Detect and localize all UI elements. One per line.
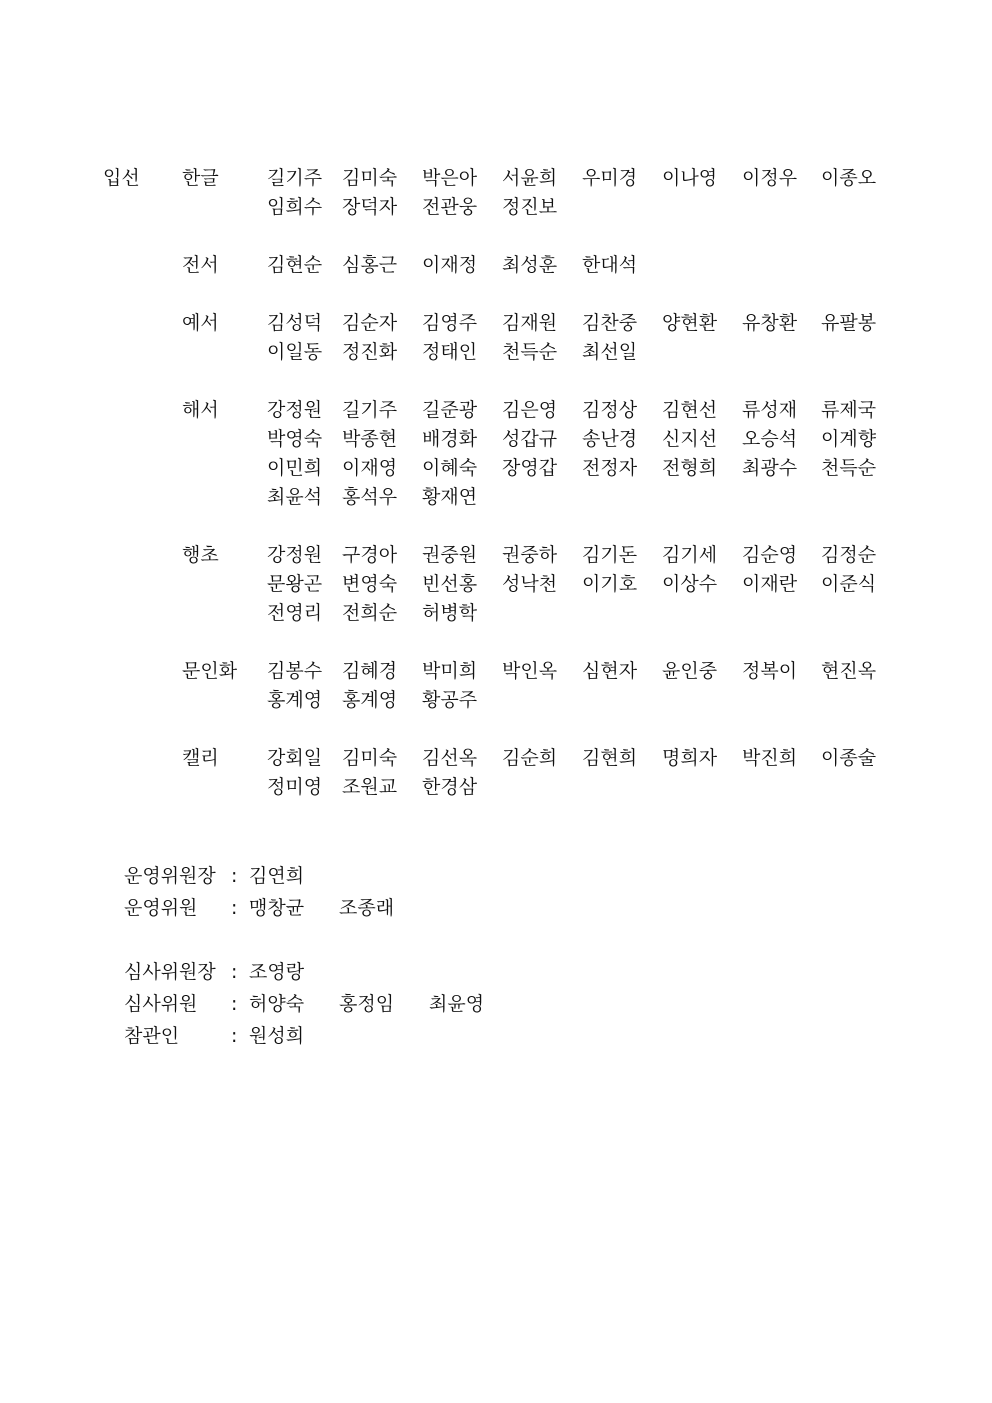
winner-name: 조원교: [342, 776, 398, 798]
winner-name: 강회일: [267, 747, 323, 769]
winner-name: 황재연: [422, 486, 478, 508]
staff-colon: :: [231, 897, 238, 919]
winner-name: 김현순: [267, 254, 323, 276]
winner-name: 김영주: [422, 312, 478, 334]
winner-name: 정미영: [267, 776, 323, 798]
winner-name: 박인옥: [502, 660, 558, 682]
winner-name: 신지선: [662, 428, 718, 450]
winner-name: 김성덕: [267, 312, 323, 334]
winner-name: 한경삼: [422, 776, 478, 798]
winner-name: 윤인중: [662, 660, 718, 682]
winner-name: 전관웅: [422, 196, 478, 218]
winner-name: 황공주: [422, 689, 478, 711]
winner-name: 심홍근: [342, 254, 398, 276]
winner-name: 전정자: [582, 457, 638, 479]
winner-name: 이혜숙: [422, 457, 478, 479]
staff-name: 김연희: [249, 865, 305, 887]
winner-name: 정진보: [502, 196, 558, 218]
category-label: 캘리: [182, 747, 219, 769]
winner-name: 박진희: [742, 747, 798, 769]
winner-name: 우미경: [582, 167, 638, 189]
winner-name: 김선옥: [422, 747, 478, 769]
category-label: 해서: [182, 399, 219, 421]
winner-name: 김혜경: [342, 660, 398, 682]
winner-name: 명희자: [662, 747, 718, 769]
winner-name: 김은영: [502, 399, 558, 421]
winner-name: 빈선홍: [422, 573, 478, 595]
winner-name: 박미희: [422, 660, 478, 682]
winner-name: 권중원: [422, 544, 478, 566]
category-label: 문인화: [182, 660, 238, 682]
winner-name: 배경화: [422, 428, 478, 450]
winner-name: 이민희: [267, 457, 323, 479]
winner-name: 이재정: [422, 254, 478, 276]
staff-role: 운영위원: [124, 897, 198, 919]
winner-name: 이상수: [662, 573, 718, 595]
category-label: 전서: [182, 254, 219, 276]
winner-name: 유창환: [742, 312, 798, 334]
winner-name: 김현희: [582, 747, 638, 769]
staff-name: 조영랑: [249, 961, 305, 983]
winner-name: 이나영: [662, 167, 718, 189]
winner-name: 이기호: [582, 573, 638, 595]
winner-name: 장덕자: [342, 196, 398, 218]
winner-name: 김미숙: [342, 747, 398, 769]
staff-name: 원성희: [249, 1025, 305, 1047]
winner-name: 정복이: [742, 660, 798, 682]
winner-name: 길기주: [342, 399, 398, 421]
staff-colon: :: [231, 1025, 238, 1047]
winner-name: 최광수: [742, 457, 798, 479]
staff-role: 심사위원: [124, 993, 198, 1015]
winner-name: 이계향: [821, 428, 877, 450]
winner-name: 오승석: [742, 428, 798, 450]
staff-name: 홍정임: [339, 993, 395, 1015]
winner-name: 류제국: [821, 399, 877, 421]
staff-role: 심사위원장: [124, 961, 216, 983]
winner-name: 길준광: [422, 399, 478, 421]
winner-name: 최윤석: [267, 486, 323, 508]
winner-name: 성낙천: [502, 573, 558, 595]
winner-name: 김기세: [662, 544, 718, 566]
winner-name: 변영숙: [342, 573, 398, 595]
winner-name: 박영숙: [267, 428, 323, 450]
winner-name: 최선일: [582, 341, 638, 363]
winner-name: 김현선: [662, 399, 718, 421]
winner-name: 전희순: [342, 602, 398, 624]
winner-name: 이재영: [342, 457, 398, 479]
winner-name: 김순희: [502, 747, 558, 769]
category-label: 예서: [182, 312, 219, 334]
category-label: 행초: [182, 544, 219, 566]
winner-name: 이종술: [821, 747, 877, 769]
winner-name: 박종현: [342, 428, 398, 450]
winner-name: 김봉수: [267, 660, 323, 682]
winner-name: 김정상: [582, 399, 638, 421]
winner-name: 송난경: [582, 428, 638, 450]
winner-name: 강정원: [267, 399, 323, 421]
winner-name: 이재란: [742, 573, 798, 595]
winner-name: 홍석우: [342, 486, 398, 508]
winner-name: 서윤희: [502, 167, 558, 189]
winner-name: 류성재: [742, 399, 798, 421]
winner-name: 김미숙: [342, 167, 398, 189]
winner-name: 김순영: [742, 544, 798, 566]
winner-name: 강정원: [267, 544, 323, 566]
staff-name: 최윤영: [429, 993, 485, 1015]
winner-name: 심현자: [582, 660, 638, 682]
winner-name: 정진화: [342, 341, 398, 363]
award-title: 입선: [103, 167, 140, 189]
staff-colon: :: [231, 961, 238, 983]
winner-name: 유팔봉: [821, 312, 877, 334]
staff-name: 맹창균: [249, 897, 305, 919]
staff-name: 조종래: [339, 897, 395, 919]
winner-name: 홍계영: [342, 689, 398, 711]
winner-name: 허병학: [422, 602, 478, 624]
winner-name: 이일동: [267, 341, 323, 363]
winner-name: 권중하: [502, 544, 558, 566]
winner-name: 전형희: [662, 457, 718, 479]
category-label: 한글: [182, 167, 219, 189]
winner-name: 천득순: [821, 457, 877, 479]
winner-name: 한대석: [582, 254, 638, 276]
winner-name: 길기주: [267, 167, 323, 189]
winner-name: 양현환: [662, 312, 718, 334]
winner-name: 김재원: [502, 312, 558, 334]
winner-name: 현진옥: [821, 660, 877, 682]
winner-name: 장영갑: [502, 457, 558, 479]
winner-name: 홍계영: [267, 689, 323, 711]
staff-colon: :: [231, 865, 238, 887]
winner-name: 김기돈: [582, 544, 638, 566]
winner-name: 이종오: [821, 167, 877, 189]
winner-name: 김정순: [821, 544, 877, 566]
staff-role: 운영위원장: [124, 865, 216, 887]
winner-name: 정태인: [422, 341, 478, 363]
winner-name: 이준식: [821, 573, 877, 595]
staff-name: 허양숙: [249, 993, 305, 1015]
winner-name: 전영리: [267, 602, 323, 624]
winner-name: 문왕곤: [267, 573, 323, 595]
staff-colon: :: [231, 993, 238, 1015]
winner-name: 이정우: [742, 167, 798, 189]
winner-name: 김순자: [342, 312, 398, 334]
staff-role: 참관인: [124, 1025, 180, 1047]
winner-name: 임희수: [267, 196, 323, 218]
winner-name: 박은아: [422, 167, 478, 189]
winner-name: 성갑규: [502, 428, 558, 450]
winner-name: 천득순: [502, 341, 558, 363]
winner-name: 최성훈: [502, 254, 558, 276]
winner-name: 구경아: [342, 544, 398, 566]
winner-name: 김찬중: [582, 312, 638, 334]
